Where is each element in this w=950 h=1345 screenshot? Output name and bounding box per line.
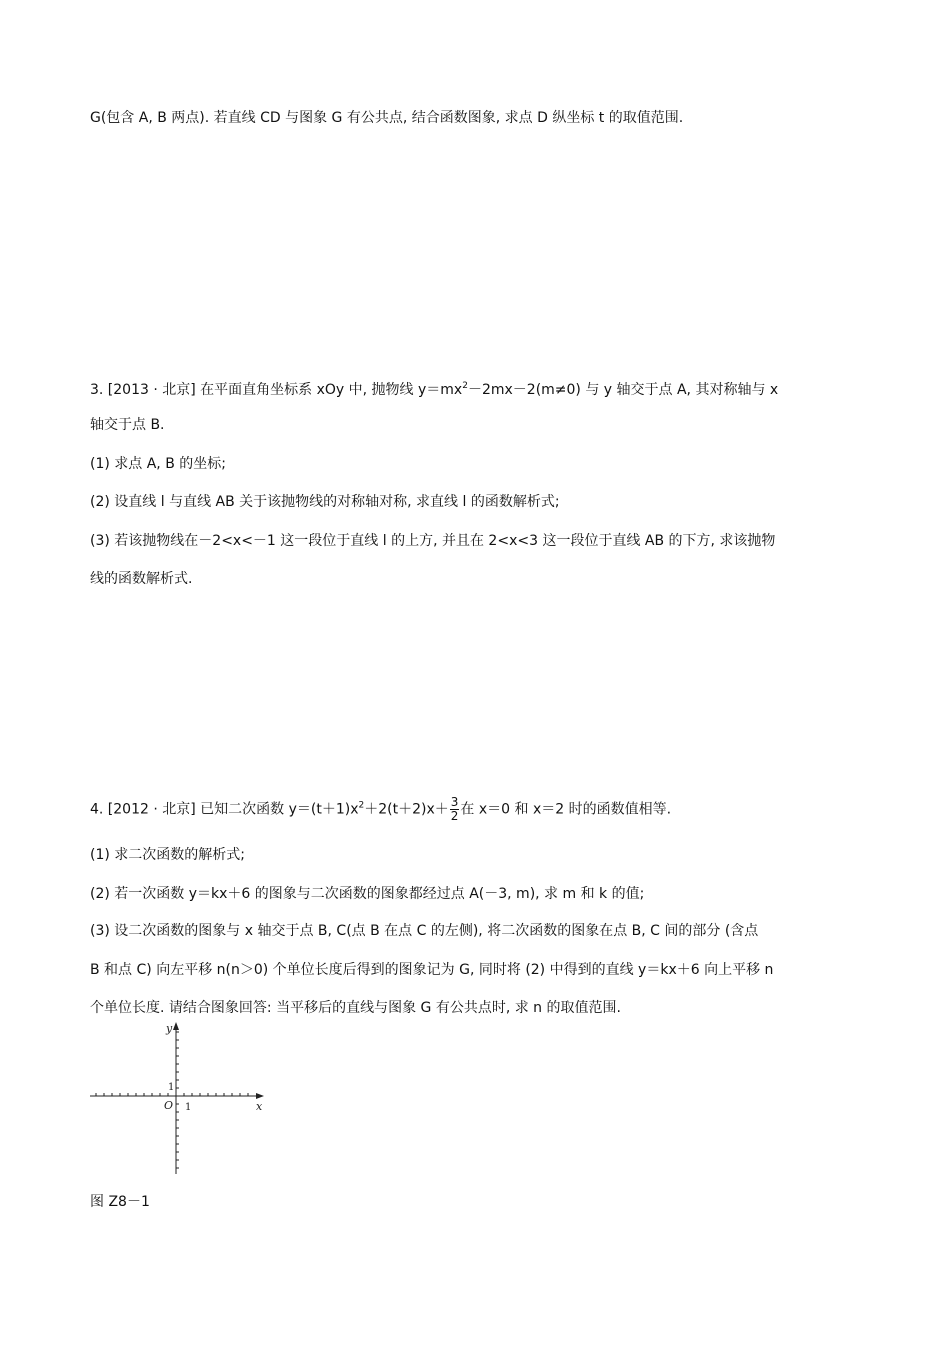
question-4-part-3c: 个单位长度. 请结合图象回答: 当平移后的直线与图象 G 有公共点时, 求 n 的取值范围.	[90, 1000, 621, 1016]
question-4-line-1	[90, 796, 671, 823]
q4-stem-a: 4. [2012 · 北京] 已知二次函数 y＝(t＋1)x	[90, 801, 359, 818]
question-4-part-3a: (3) 设二次函数的图象与 x 轴交于点 B, C(点 B 在点 C 的左侧), 将二次函数的图象在点 B, C 间的部分 (含点	[90, 923, 759, 939]
continuation-text: G(包含 A, B 两点). 若直线 CD 与图象 G 有公共点, 结合函数图象, 求点 D 纵坐标 t 的取值范围.	[90, 110, 684, 126]
question-3-part-3b: 线的函数解析式.	[90, 571, 193, 587]
q4-fraction	[450, 796, 460, 823]
origin-label: O	[164, 1099, 174, 1112]
question-4-part-1: (1) 求二次函数的解析式;	[90, 847, 245, 863]
question-3-line-2: 轴交于点 B.	[90, 417, 165, 433]
q3-stem-a: 3. [2013 · 北京] 在平面直角坐标系 xOy 中, 抛物线 y＝mx	[90, 382, 463, 398]
fraction-denominator: 2	[450, 809, 459, 823]
question-3-part-2: (2) 设直线 l 与直线 AB 关于该抛物线的对称轴对称, 求直线 l 的函数解析式;	[90, 494, 560, 510]
q4-squared: 2	[358, 800, 365, 811]
x-axis-arrow	[256, 1093, 264, 1099]
question-4-part-2: (2) 若一次函数 y＝kx＋6 的图象与二次函数的图象都经过点 A(－3, m), 求 m 和 k 的值;	[90, 886, 645, 902]
y-axis-label: y	[166, 1022, 173, 1035]
question-3-part-3a: (3) 若该抛物线在－2<x<－1 这一段位于直线 l 的上方, 并且在 2<x<3 这一段位于直线 AB 的下方, 求该抛物	[90, 533, 776, 549]
q4-stem-c: 在 x＝0 和 x＝2 时的函数值相等.	[460, 801, 672, 818]
coordinate-axes-figure	[88, 1018, 268, 1174]
y-tick-one-label: 1	[168, 1082, 175, 1093]
question-4-part-3b: B 和点 C) 向左平移 n(n＞0) 个单位长度后得到的图象记为 G, 同时将 (2) 中得到的直线 y＝kx＋6 向上平移 n	[90, 962, 774, 978]
q4-stem-b: ＋2(t＋2)x＋	[364, 801, 449, 818]
x-axis-label: x	[256, 1100, 263, 1113]
question-3-line-1	[90, 377, 778, 399]
fraction-numerator: 3	[450, 795, 459, 809]
q3-stem-b: －2mx－2(m≠0) 与 y 轴交于点 A, 其对称轴与 x	[467, 382, 779, 398]
x-tick-one-label: 1	[185, 1102, 192, 1113]
y-axis-arrow	[173, 1022, 179, 1030]
figure-caption: 图 Z8－1	[90, 1194, 150, 1210]
q3-squared: 2	[462, 381, 468, 391]
question-3-part-1: (1) 求点 A, B 的坐标;	[90, 456, 226, 472]
